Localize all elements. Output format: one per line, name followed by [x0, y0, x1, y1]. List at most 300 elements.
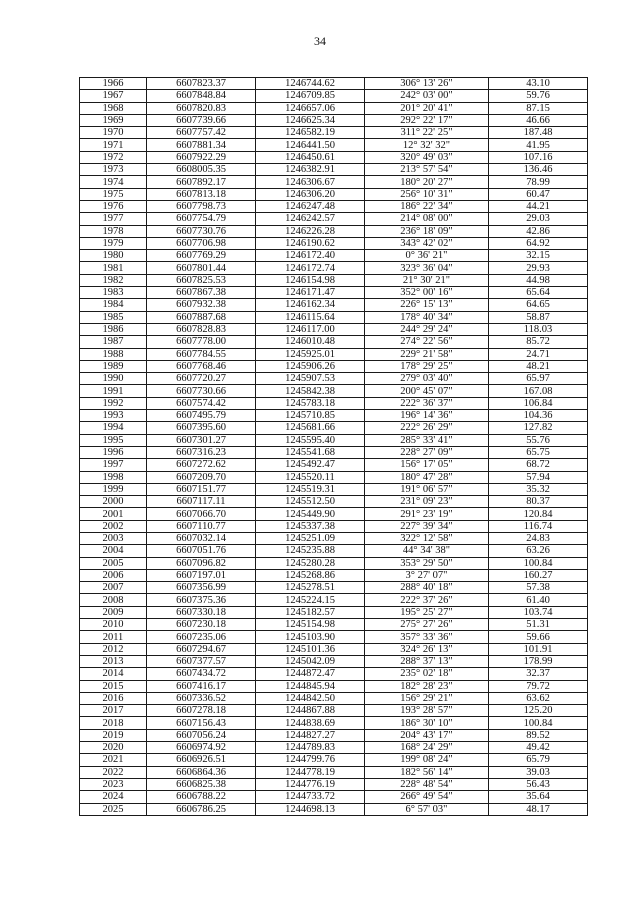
distance-cell: 32.37 — [489, 668, 588, 680]
distance-cell: 65.75 — [489, 446, 588, 458]
y-coordinate-cell: 1245906.26 — [256, 360, 365, 372]
bearing-cell: 235° 02' 18" — [365, 668, 489, 680]
x-coordinate-cell: 6607932.38 — [147, 299, 256, 311]
table-row — [80, 545, 588, 557]
distance-cell: 79.72 — [489, 680, 588, 692]
point-number-cell: 1986 — [80, 323, 147, 335]
point-number-cell: 2017 — [80, 705, 147, 717]
distance-cell: 57.38 — [489, 582, 588, 594]
bearing-cell: 199° 08' 24" — [365, 754, 489, 766]
table-row — [80, 250, 588, 262]
bearing-cell: 242° 03' 00" — [365, 90, 489, 102]
point-number-cell: 1971 — [80, 139, 147, 151]
table-row — [80, 643, 588, 655]
point-number-cell: 2015 — [80, 680, 147, 692]
table-row — [80, 360, 588, 372]
point-number-cell: 1987 — [80, 336, 147, 348]
bearing-cell: 275° 27' 26" — [365, 619, 489, 631]
y-coordinate-cell: 1244789.83 — [256, 742, 365, 754]
distance-cell: 160.27 — [489, 569, 588, 581]
x-coordinate-cell: 6607117.11 — [147, 496, 256, 508]
x-coordinate-cell: 6606786.25 — [147, 803, 256, 815]
bearing-cell: 227° 39' 34" — [365, 520, 489, 532]
table-row — [80, 508, 588, 520]
point-number-cell: 1977 — [80, 213, 147, 225]
distance-cell: 44.21 — [489, 200, 588, 212]
table-row — [80, 668, 588, 680]
distance-cell: 187.48 — [489, 127, 588, 139]
table-row — [80, 594, 588, 606]
bearing-cell: 182° 28' 23" — [365, 680, 489, 692]
table-row — [80, 176, 588, 188]
x-coordinate-cell: 6607272.62 — [147, 459, 256, 471]
point-number-cell: 2012 — [80, 643, 147, 655]
point-number-cell: 1988 — [80, 348, 147, 360]
bearing-cell: 12° 32' 32" — [365, 139, 489, 151]
point-number-cell: 2024 — [80, 791, 147, 803]
y-coordinate-cell: 1246441.50 — [256, 139, 365, 151]
point-number-cell: 1985 — [80, 311, 147, 323]
bearing-cell: 156° 29' 21" — [365, 692, 489, 704]
table-row — [80, 410, 588, 422]
table-row — [80, 299, 588, 311]
table-row — [80, 422, 588, 434]
distance-cell: 35.32 — [489, 483, 588, 495]
point-number-cell: 1982 — [80, 274, 147, 286]
point-number-cell: 1974 — [80, 176, 147, 188]
table-row — [80, 557, 588, 569]
distance-cell: 178.99 — [489, 655, 588, 667]
x-coordinate-cell: 6607720.27 — [147, 373, 256, 385]
point-number-cell: 1973 — [80, 164, 147, 176]
point-number-cell: 2018 — [80, 717, 147, 729]
y-coordinate-cell: 1245681.66 — [256, 422, 365, 434]
page-number: 34 — [314, 34, 326, 48]
distance-cell: 103.74 — [489, 606, 588, 618]
point-number-cell: 2023 — [80, 778, 147, 790]
y-coordinate-cell: 1244867.88 — [256, 705, 365, 717]
y-coordinate-cell: 1246744.62 — [256, 78, 365, 90]
y-coordinate-cell: 1245224.15 — [256, 594, 365, 606]
distance-cell: 29.93 — [489, 262, 588, 274]
x-coordinate-cell: 6607330.18 — [147, 606, 256, 618]
x-coordinate-cell: 6607096.82 — [147, 557, 256, 569]
bearing-cell: 288° 40' 18" — [365, 582, 489, 594]
point-number-cell: 2019 — [80, 729, 147, 741]
bearing-cell: 311° 22' 25" — [365, 127, 489, 139]
y-coordinate-cell: 1246172.74 — [256, 262, 365, 274]
x-coordinate-cell: 6607887.68 — [147, 311, 256, 323]
distance-cell: 59.66 — [489, 631, 588, 643]
y-coordinate-cell: 1244778.19 — [256, 766, 365, 778]
point-number-cell: 2020 — [80, 742, 147, 754]
y-coordinate-cell: 1245907.53 — [256, 373, 365, 385]
bearing-cell: 180° 20' 27" — [365, 176, 489, 188]
bearing-cell: 228° 48' 54" — [365, 778, 489, 790]
bearing-cell: 274° 22' 56" — [365, 336, 489, 348]
distance-cell: 89.52 — [489, 729, 588, 741]
distance-cell: 136.46 — [489, 164, 588, 176]
y-coordinate-cell: 1245278.51 — [256, 582, 365, 594]
point-number-cell: 2016 — [80, 692, 147, 704]
x-coordinate-cell: 6607110.77 — [147, 520, 256, 532]
table-row — [80, 397, 588, 409]
y-coordinate-cell: 1245492.47 — [256, 459, 365, 471]
y-coordinate-cell: 1246190.62 — [256, 237, 365, 249]
table-row — [80, 692, 588, 704]
y-coordinate-cell: 1244872.47 — [256, 668, 365, 680]
table-row — [80, 139, 588, 151]
y-coordinate-cell: 1246226.28 — [256, 225, 365, 237]
y-coordinate-cell: 1244733.72 — [256, 791, 365, 803]
table-row — [80, 680, 588, 692]
x-coordinate-cell: 6607356.99 — [147, 582, 256, 594]
bearing-cell: 196° 14' 36" — [365, 410, 489, 422]
distance-cell: 80.37 — [489, 496, 588, 508]
table-row — [80, 729, 588, 741]
table-row — [80, 225, 588, 237]
distance-cell: 68.72 — [489, 459, 588, 471]
point-number-cell: 1999 — [80, 483, 147, 495]
x-coordinate-cell: 6606926.51 — [147, 754, 256, 766]
bearing-cell: 6° 57' 03" — [365, 803, 489, 815]
table-row — [80, 102, 588, 114]
point-number-cell: 2014 — [80, 668, 147, 680]
table-row — [80, 532, 588, 544]
y-coordinate-cell: 1246162.34 — [256, 299, 365, 311]
point-number-cell: 2007 — [80, 582, 147, 594]
y-coordinate-cell: 1245280.28 — [256, 557, 365, 569]
bearing-cell: 353° 29' 50" — [365, 557, 489, 569]
bearing-cell: 343° 42' 02" — [365, 237, 489, 249]
bearing-cell: 323° 36' 04" — [365, 262, 489, 274]
table-row — [80, 90, 588, 102]
x-coordinate-cell: 6607820.83 — [147, 102, 256, 114]
y-coordinate-cell: 1246171.47 — [256, 287, 365, 299]
y-coordinate-cell: 1244799.76 — [256, 754, 365, 766]
point-number-cell: 2001 — [80, 508, 147, 520]
table-row — [80, 778, 588, 790]
x-coordinate-cell: 6607825.53 — [147, 274, 256, 286]
distance-cell: 61.40 — [489, 594, 588, 606]
bearing-cell: 186° 22' 34" — [365, 200, 489, 212]
point-number-cell: 2004 — [80, 545, 147, 557]
bearing-cell: 244° 29' 24" — [365, 323, 489, 335]
table-row — [80, 434, 588, 446]
y-coordinate-cell: 1245268.86 — [256, 569, 365, 581]
point-number-cell: 2000 — [80, 496, 147, 508]
point-number-cell: 1991 — [80, 385, 147, 397]
distance-cell: 100.84 — [489, 557, 588, 569]
distance-cell: 39.03 — [489, 766, 588, 778]
bearing-cell: 195° 25' 27" — [365, 606, 489, 618]
point-number-cell: 1993 — [80, 410, 147, 422]
distance-cell: 43.10 — [489, 78, 588, 90]
x-coordinate-cell: 6607813.18 — [147, 188, 256, 200]
bearing-cell: 285° 33' 41" — [365, 434, 489, 446]
x-coordinate-cell: 6607801.44 — [147, 262, 256, 274]
table-row — [80, 200, 588, 212]
point-number-cell: 1978 — [80, 225, 147, 237]
table-row — [80, 791, 588, 803]
bearing-cell: 193° 28' 57" — [365, 705, 489, 717]
table-row — [80, 213, 588, 225]
bearing-cell: 236° 18' 09" — [365, 225, 489, 237]
y-coordinate-cell: 1246242.57 — [256, 213, 365, 225]
point-number-cell: 2010 — [80, 619, 147, 631]
x-coordinate-cell: 6607336.52 — [147, 692, 256, 704]
distance-cell: 49.42 — [489, 742, 588, 754]
y-coordinate-cell: 1245251.09 — [256, 532, 365, 544]
y-coordinate-cell: 1245512.50 — [256, 496, 365, 508]
y-coordinate-cell: 1244698.13 — [256, 803, 365, 815]
distance-cell: 64.92 — [489, 237, 588, 249]
x-coordinate-cell: 6607867.38 — [147, 287, 256, 299]
point-number-cell: 2021 — [80, 754, 147, 766]
table-row — [80, 717, 588, 729]
point-number-cell: 1996 — [80, 446, 147, 458]
distance-cell: 46.66 — [489, 114, 588, 126]
distance-cell: 104.36 — [489, 410, 588, 422]
x-coordinate-cell: 6607056.24 — [147, 729, 256, 741]
x-coordinate-cell: 6607892.17 — [147, 176, 256, 188]
distance-cell: 107.16 — [489, 151, 588, 163]
point-number-cell: 1997 — [80, 459, 147, 471]
bearing-cell: 180° 47' 28" — [365, 471, 489, 483]
point-number-cell: 1992 — [80, 397, 147, 409]
point-number-cell: 2006 — [80, 569, 147, 581]
bearing-cell: 292° 22' 17" — [365, 114, 489, 126]
point-number-cell: 1976 — [80, 200, 147, 212]
table-row — [80, 237, 588, 249]
table-row — [80, 766, 588, 778]
y-coordinate-cell: 1245925.01 — [256, 348, 365, 360]
bearing-cell: 279° 03' 40" — [365, 373, 489, 385]
distance-cell: 64.65 — [489, 299, 588, 311]
bearing-cell: 214° 08' 00" — [365, 213, 489, 225]
x-coordinate-cell: 6607798.73 — [147, 200, 256, 212]
distance-cell: 63.62 — [489, 692, 588, 704]
distance-cell: 51.31 — [489, 619, 588, 631]
x-coordinate-cell: 6607151.77 — [147, 483, 256, 495]
bearing-cell: 306° 13' 26" — [365, 78, 489, 90]
point-number-cell: 2003 — [80, 532, 147, 544]
distance-cell: 167.08 — [489, 385, 588, 397]
table-row — [80, 606, 588, 618]
bearing-cell: 357° 33' 36" — [365, 631, 489, 643]
bearing-cell: 228° 27' 09" — [365, 446, 489, 458]
table-row — [80, 655, 588, 667]
distance-cell: 100.84 — [489, 717, 588, 729]
bearing-cell: 266° 49' 54" — [365, 791, 489, 803]
bearing-cell: 191° 06' 57" — [365, 483, 489, 495]
point-number-cell: 2025 — [80, 803, 147, 815]
y-coordinate-cell: 1244776.19 — [256, 778, 365, 790]
y-coordinate-cell: 1244842.50 — [256, 692, 365, 704]
y-coordinate-cell: 1246582.19 — [256, 127, 365, 139]
table-row — [80, 151, 588, 163]
bearing-cell: 0° 36' 21" — [365, 250, 489, 262]
table-row — [80, 262, 588, 274]
x-coordinate-cell: 6607823.37 — [147, 78, 256, 90]
table-row — [80, 78, 588, 90]
point-number-cell: 1975 — [80, 188, 147, 200]
point-number-cell: 1979 — [80, 237, 147, 249]
x-coordinate-cell: 6607848.84 — [147, 90, 256, 102]
point-number-cell: 1970 — [80, 127, 147, 139]
distance-cell: 118.03 — [489, 323, 588, 335]
distance-cell: 116.74 — [489, 520, 588, 532]
distance-cell: 78.99 — [489, 176, 588, 188]
point-number-cell: 2013 — [80, 655, 147, 667]
x-coordinate-cell: 6607828.83 — [147, 323, 256, 335]
x-coordinate-cell: 6607434.72 — [147, 668, 256, 680]
table-row — [80, 373, 588, 385]
distance-cell: 59.76 — [489, 90, 588, 102]
bearing-cell: 156° 17' 05" — [365, 459, 489, 471]
distance-cell: 63.26 — [489, 545, 588, 557]
distance-cell: 24.71 — [489, 348, 588, 360]
bearing-cell: 3° 27' 07" — [365, 569, 489, 581]
y-coordinate-cell: 1246450.61 — [256, 151, 365, 163]
distance-cell: 35.64 — [489, 791, 588, 803]
distance-cell: 44.98 — [489, 274, 588, 286]
distance-cell: 32.15 — [489, 250, 588, 262]
bearing-cell: 231° 09' 23" — [365, 496, 489, 508]
distance-cell: 65.64 — [489, 287, 588, 299]
table-row — [80, 803, 588, 815]
bearing-cell: 44° 34' 38" — [365, 545, 489, 557]
table-row — [80, 446, 588, 458]
bearing-cell: 226° 15' 13" — [365, 299, 489, 311]
x-coordinate-cell: 6607209.70 — [147, 471, 256, 483]
point-number-cell: 1994 — [80, 422, 147, 434]
point-number-cell: 1972 — [80, 151, 147, 163]
y-coordinate-cell: 1245337.38 — [256, 520, 365, 532]
x-coordinate-cell: 6607066.70 — [147, 508, 256, 520]
distance-cell: 120.84 — [489, 508, 588, 520]
y-coordinate-cell: 1246657.06 — [256, 102, 365, 114]
distance-cell: 41.95 — [489, 139, 588, 151]
y-coordinate-cell: 1246382.91 — [256, 164, 365, 176]
point-number-cell: 1966 — [80, 78, 147, 90]
bearing-cell: 256° 10' 31" — [365, 188, 489, 200]
bearing-cell: 322° 12' 58" — [365, 532, 489, 544]
x-coordinate-cell: 6607730.66 — [147, 385, 256, 397]
x-coordinate-cell: 6607574.42 — [147, 397, 256, 409]
distance-cell: 58.87 — [489, 311, 588, 323]
y-coordinate-cell: 1245103.90 — [256, 631, 365, 643]
table-row — [80, 459, 588, 471]
y-coordinate-cell: 1244838.69 — [256, 717, 365, 729]
y-coordinate-cell: 1245842.38 — [256, 385, 365, 397]
x-coordinate-cell: 6607769.29 — [147, 250, 256, 262]
x-coordinate-cell: 6607235.06 — [147, 631, 256, 643]
x-coordinate-cell: 6607197.01 — [147, 569, 256, 581]
point-number-cell: 1990 — [80, 373, 147, 385]
distance-cell: 24.83 — [489, 532, 588, 544]
distance-cell: 55.76 — [489, 434, 588, 446]
table-row — [80, 705, 588, 717]
table-row — [80, 336, 588, 348]
y-coordinate-cell: 1244845.94 — [256, 680, 365, 692]
bearing-cell: 200° 45' 07" — [365, 385, 489, 397]
point-number-cell: 2005 — [80, 557, 147, 569]
table-row — [80, 323, 588, 335]
bearing-cell: 229° 21' 58" — [365, 348, 489, 360]
point-number-cell: 2008 — [80, 594, 147, 606]
x-coordinate-cell: 6606864.36 — [147, 766, 256, 778]
x-coordinate-cell: 6607495.79 — [147, 410, 256, 422]
distance-cell: 48.17 — [489, 803, 588, 815]
x-coordinate-cell: 6607730.76 — [147, 225, 256, 237]
x-coordinate-cell: 6607230.18 — [147, 619, 256, 631]
bearing-cell: 204° 43' 17" — [365, 729, 489, 741]
table-row — [80, 742, 588, 754]
x-coordinate-cell: 6607768.46 — [147, 360, 256, 372]
x-coordinate-cell: 6607377.57 — [147, 655, 256, 667]
y-coordinate-cell: 1246117.00 — [256, 323, 365, 335]
y-coordinate-cell: 1245449.90 — [256, 508, 365, 520]
distance-cell: 101.91 — [489, 643, 588, 655]
bearing-cell: 201° 20' 41" — [365, 102, 489, 114]
bearing-cell: 288° 37' 13" — [365, 655, 489, 667]
distance-cell: 56.43 — [489, 778, 588, 790]
point-number-cell: 1998 — [80, 471, 147, 483]
y-coordinate-cell: 1246010.48 — [256, 336, 365, 348]
table-body — [80, 78, 588, 816]
y-coordinate-cell: 1246709.85 — [256, 90, 365, 102]
bearing-cell: 21° 30' 21" — [365, 274, 489, 286]
bearing-cell: 222° 37' 26" — [365, 594, 489, 606]
y-coordinate-cell: 1245519.31 — [256, 483, 365, 495]
distance-cell: 48.21 — [489, 360, 588, 372]
y-coordinate-cell: 1245541.68 — [256, 446, 365, 458]
x-coordinate-cell: 6607051.76 — [147, 545, 256, 557]
bearing-cell: 186° 30' 10" — [365, 717, 489, 729]
distance-cell: 60.47 — [489, 188, 588, 200]
distance-cell: 57.94 — [489, 471, 588, 483]
y-coordinate-cell: 1245710.85 — [256, 410, 365, 422]
y-coordinate-cell: 1246625.34 — [256, 114, 365, 126]
bearing-cell: 178° 40' 34" — [365, 311, 489, 323]
x-coordinate-cell: 6607757.42 — [147, 127, 256, 139]
x-coordinate-cell: 6607301.27 — [147, 434, 256, 446]
point-number-cell: 2022 — [80, 766, 147, 778]
y-coordinate-cell: 1245235.88 — [256, 545, 365, 557]
y-coordinate-cell: 1245042.09 — [256, 655, 365, 667]
bearing-cell: 222° 26' 29" — [365, 422, 489, 434]
y-coordinate-cell: 1246306.20 — [256, 188, 365, 200]
point-number-cell: 1981 — [80, 262, 147, 274]
point-number-cell: 1984 — [80, 299, 147, 311]
table-row — [80, 127, 588, 139]
y-coordinate-cell: 1245182.57 — [256, 606, 365, 618]
x-coordinate-cell: 6606788.22 — [147, 791, 256, 803]
y-coordinate-cell: 1246115.64 — [256, 311, 365, 323]
bearing-cell: 168° 24' 29" — [365, 742, 489, 754]
point-number-cell: 1967 — [80, 90, 147, 102]
x-coordinate-cell: 6607156.43 — [147, 717, 256, 729]
distance-cell: 125.20 — [489, 705, 588, 717]
table-row — [80, 520, 588, 532]
bearing-cell: 182° 56' 14" — [365, 766, 489, 778]
bearing-cell: 352° 00' 16" — [365, 287, 489, 299]
distance-cell: 65.97 — [489, 373, 588, 385]
table-row — [80, 274, 588, 286]
y-coordinate-cell: 1245783.18 — [256, 397, 365, 409]
table-row — [80, 471, 588, 483]
